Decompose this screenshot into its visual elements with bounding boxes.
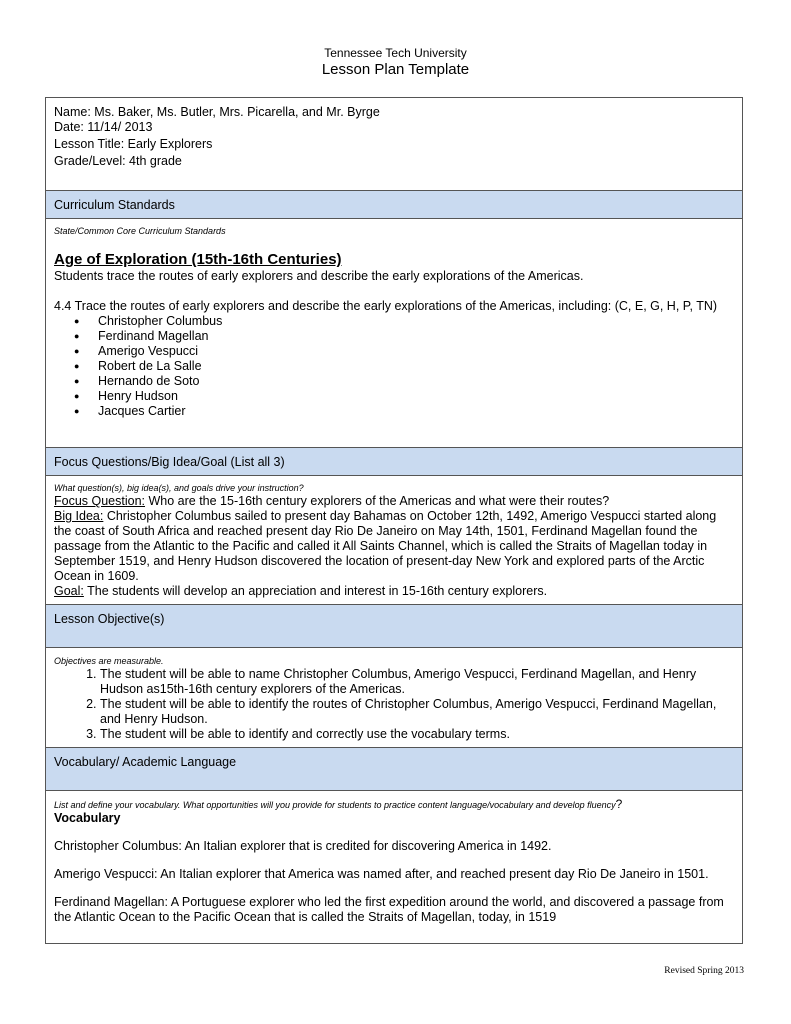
- explorer-list: [54, 314, 734, 419]
- focus-questions-heading: [46, 447, 742, 476]
- list-item: 3. The student will be able to identify and correctly use the vocabulary terms.: [100, 727, 734, 742]
- revision-footer: Revised Spring 2013: [664, 966, 744, 976]
- lesson-objectives-label: Lesson Objective(s): [54, 612, 165, 626]
- focus-questions-label: Focus Questions/Big Idea/Goal (List all 3): [54, 455, 285, 469]
- vocabulary-section: [46, 798, 742, 925]
- goal-text: The students will develop an appreciation and interest in 15-16th century explorers.: [83, 584, 548, 598]
- teacher-names: Name: Ms. Baker, Ms. Butler, Mrs. Picarella, and Mr. Byrge: [54, 105, 380, 119]
- lesson-objectives-heading: [46, 604, 742, 648]
- vocabulary-title: Vocabulary: [54, 811, 121, 825]
- vocabulary-note-end: ?: [615, 797, 623, 811]
- grade-level: Grade/Level: 4th grade: [54, 154, 182, 168]
- focus-section: [46, 482, 742, 599]
- list-item: ● Christopher Columbus: [98, 314, 734, 329]
- university-name: Tennessee Tech University: [324, 46, 467, 60]
- objectives-note: Objectives are measurable.: [54, 656, 164, 666]
- list-item: ● Jacques Cartier: [98, 404, 734, 419]
- lesson-plan-frame: [45, 97, 743, 944]
- vocabulary-heading: [46, 747, 742, 791]
- lesson-title: Lesson Title: Early Explorers: [54, 137, 213, 151]
- vocabulary-note-text: List and define your vocabulary. What opportunities will you provide for students to practice content language/vocabulary and develop fluency: [54, 800, 616, 810]
- info-section: [46, 105, 742, 169]
- big-idea-label: Big Idea:: [54, 509, 104, 523]
- objectives-list: [54, 667, 734, 742]
- topic-summary: Students trace the routes of early explorers and describe the early explorations of the Americas.: [54, 269, 584, 283]
- list-item: 1. The student will be able to name Christopher Columbus, Amerigo Vespucci, Ferdinand Magellan, and Henry Hudson as15th-16th century explorers of the Americas.: [100, 667, 734, 697]
- big-idea-text: Christopher Columbus sailed to present day Bahamas on October 12th, 1492, Amerigo Vespucci started along the coast of South Africa and reached present day Rio De Janeiro on May 14th, 1501, Ferdinand Magellan found the passage from the Atlantic to the Pacific and called it All Saints Channel, which is called the Straits of Magellan today in September 1519, and Henry Hudson discovered the location of present-day New York and explored parts of the Arctic Ocean in 1609.: [54, 509, 717, 583]
- curriculum-section: [46, 225, 742, 419]
- list-item: ● Robert de La Salle: [98, 359, 734, 374]
- standard-text: 4.4 Trace the routes of early explorers and describe the early explorations of the Americas, including: (C, E, G, H, P, TN): [54, 299, 718, 313]
- topic-heading: Age of Exploration (15th-16th Centuries): [54, 251, 342, 268]
- focus-question-label: Focus Question:: [54, 494, 146, 508]
- curriculum-note: State/Common Core Curriculum Standards: [54, 226, 226, 236]
- focus-question: [54, 494, 734, 509]
- vocab-entry: Christopher Columbus: An Italian explorer that is credited for discovering America in 1492.: [54, 839, 552, 853]
- list-item: 2. The student will be able to identify the routes of Christopher Columbus, Amerigo Vespucci, Ferdinand Magellan, and Henry Hudson.: [100, 697, 734, 727]
- vocabulary-note: [54, 798, 734, 811]
- focus-note: What question(s), big idea(s), and goals drive your instruction?: [54, 483, 304, 493]
- list-item: ● Hernando de Soto: [98, 374, 734, 389]
- page-title: Lesson Plan Template: [321, 61, 470, 78]
- objectives-section: [46, 655, 742, 742]
- vocab-entry: Amerigo Vespucci: An Italian explorer that America was named after, and reached present day Rio De Janeiro in 1501.: [54, 867, 709, 881]
- goal: [54, 584, 734, 599]
- document-header: [0, 46, 791, 80]
- lesson-date: Date: 11/14/ 2013: [54, 120, 153, 134]
- list-item: ● Henry Hudson: [98, 389, 734, 404]
- vocab-entry: Ferdinand Magellan: A Portuguese explorer who led the first expedition around the world, and discovered a passage from the Atlantic Ocean to the Pacific Ocean that is called the Straits of Magellan, today, in 1519: [54, 895, 724, 924]
- curriculum-standards-heading: [46, 190, 742, 219]
- goal-label: Goal:: [54, 584, 84, 598]
- focus-question-text: Who are the 15-16th century explorers of the Americas and what were their routes?: [145, 494, 610, 508]
- big-idea: [54, 509, 734, 584]
- list-item: ● Ferdinand Magellan: [98, 329, 734, 344]
- curriculum-standards-label: Curriculum Standards: [54, 198, 175, 212]
- list-item: ● Amerigo Vespucci: [98, 344, 734, 359]
- vocabulary-label: Vocabulary/ Academic Language: [54, 755, 237, 769]
